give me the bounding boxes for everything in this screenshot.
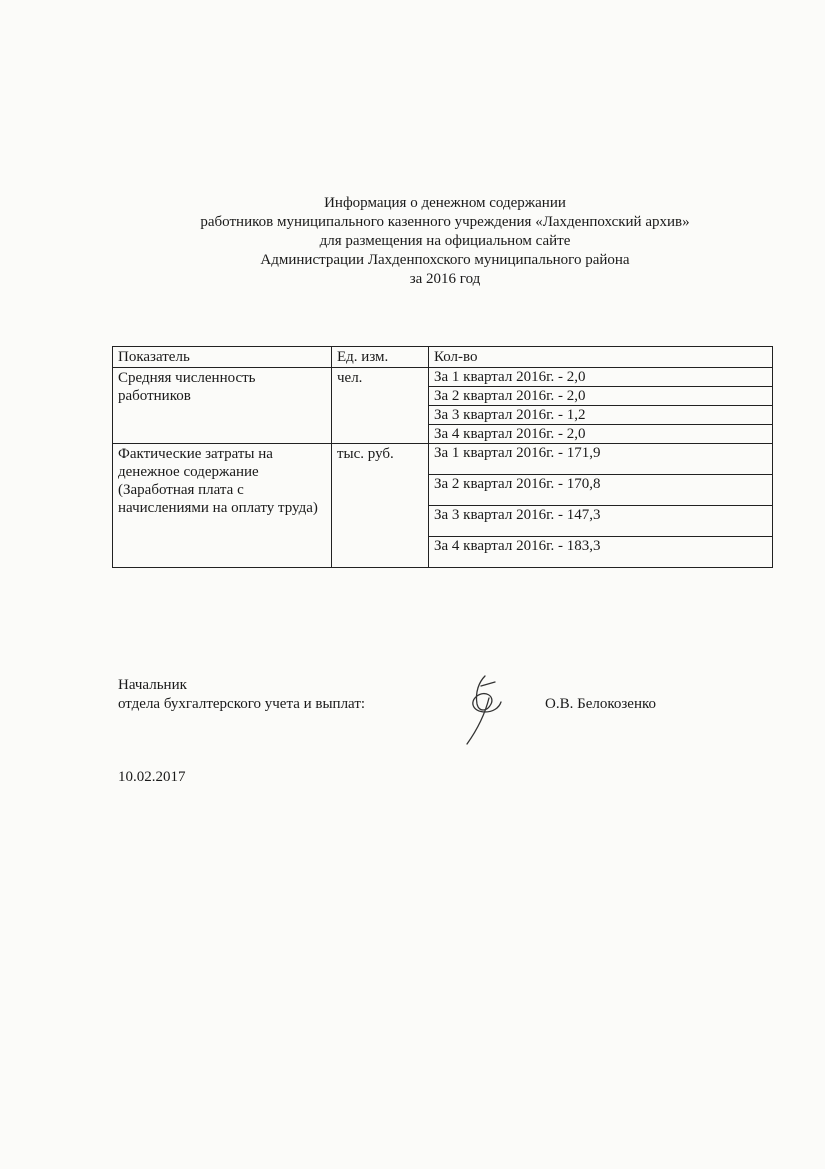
table-header-row: [113, 347, 773, 368]
handwritten-signature: [455, 668, 515, 748]
header-indicator: Показатель: [113, 347, 332, 368]
quantity-cell: За 3 квартал 2016г. - 147,3: [429, 506, 773, 537]
quantity-cell: За 2 квартал 2016г. - 170,8: [429, 475, 773, 506]
heading-line-5: за 2016 год: [409, 271, 481, 287]
quantity-cell: За 1 квартал 2016г. - 2,0: [429, 368, 773, 387]
table-row: [113, 444, 773, 475]
heading-line-1: Информация о денежном содержании: [324, 195, 566, 211]
quantity-cell: За 4 квартал 2016г. - 2,0: [429, 425, 773, 444]
heading-line-4: Администрации Лахденпохского муниципального района: [260, 252, 630, 268]
signatory-name: О.В. Белокозенко: [545, 696, 657, 712]
document-heading: [60, 194, 825, 289]
header-unit: Ед. изм.: [332, 347, 429, 368]
unit-cell: тыс. руб.: [332, 444, 429, 568]
quantity-cell: За 2 квартал 2016г. - 2,0: [429, 387, 773, 406]
position-line-2: отдела бухгалтерского учета и выплат:: [118, 696, 366, 712]
quantity-cell: За 3 квартал 2016г. - 1,2: [429, 406, 773, 425]
document-date: 10.02.2017: [118, 769, 186, 785]
indicator-cell: Фактические затраты на денежное содержание (Заработная плата с начислениями на оплату труда): [113, 444, 332, 568]
header-quantity: Кол-во: [429, 347, 773, 368]
unit-cell: чел.: [332, 368, 429, 444]
heading-line-2: работников муниципального казенного учреждения «Лахденпохский архив»: [200, 214, 690, 230]
heading-line-3: для размещения на официальном сайте: [319, 233, 571, 249]
signatory-position: [118, 676, 365, 714]
quantity-cell: За 4 квартал 2016г. - 183,3: [429, 537, 773, 568]
quantity-cell: За 1 квартал 2016г. - 171,9: [429, 444, 773, 475]
position-line-1: Начальник: [118, 677, 187, 693]
table-row: [113, 368, 773, 387]
salary-table: [112, 346, 773, 568]
indicator-cell: Средняя численность работников: [113, 368, 332, 444]
